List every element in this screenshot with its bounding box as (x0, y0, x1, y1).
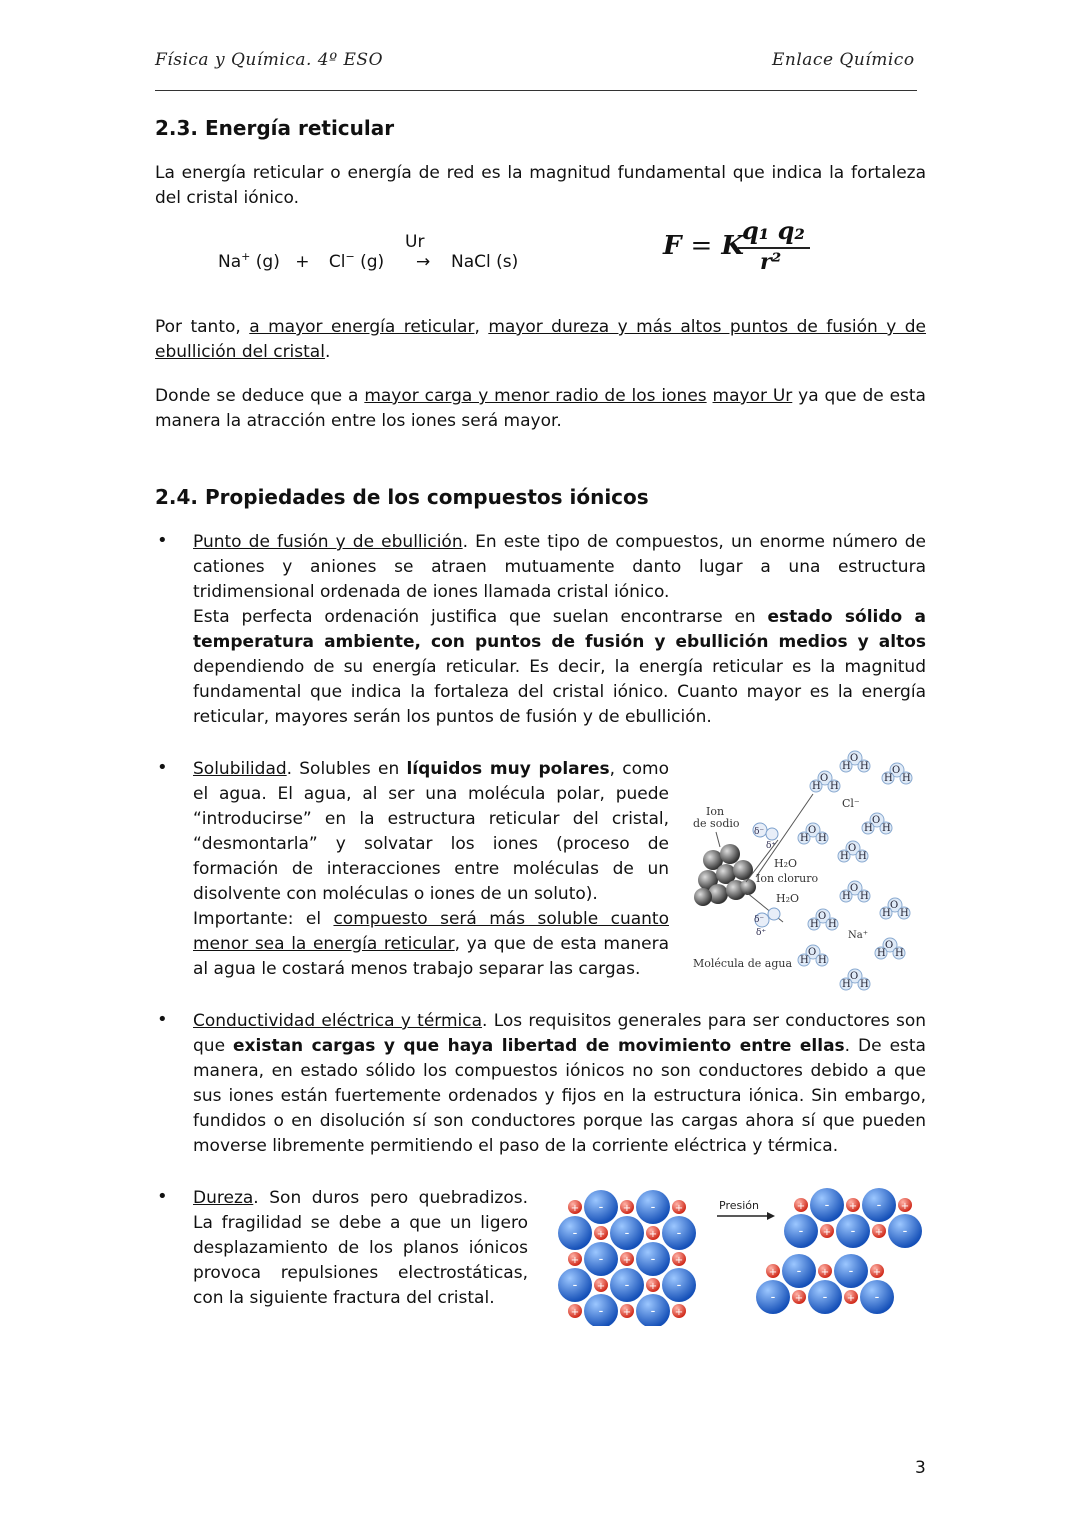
anion-sign: - (650, 1304, 656, 1319)
anion-sign: - (572, 1226, 578, 1241)
cation-sign: + (768, 1267, 778, 1278)
text: . (324, 342, 331, 362)
anion-sign: - (824, 1198, 830, 1213)
header-topic: Enlace Químico (772, 50, 915, 70)
label-ion: Ion (706, 805, 725, 818)
text-underlined: Punto de fusión y de ebullición (193, 532, 463, 552)
label-na-ion: Na⁺ (848, 930, 868, 941)
anion-sign: - (676, 1226, 682, 1241)
water-dipole-2 (754, 908, 780, 938)
header-subject: Física y Química. 4º ESO (155, 50, 384, 70)
svg-text:O: O (848, 843, 857, 854)
text: ya que de esta manera la atracción entre los iones será mayor. (155, 386, 926, 431)
anion-sign: - (676, 1278, 682, 1293)
equation-na-charge: + (241, 250, 251, 263)
text-underlined: mayor Ur (712, 386, 793, 406)
svg-text:O: O (850, 753, 859, 764)
cation-sign: + (596, 1229, 606, 1240)
anion-sign: - (902, 1224, 908, 1239)
svg-text:O: O (808, 825, 817, 836)
anion-sign: - (650, 1200, 656, 1215)
label-presion: Presión (719, 1199, 759, 1212)
cation-sign: + (648, 1281, 658, 1292)
anion-sign: - (650, 1252, 656, 1267)
svg-text:O: O (885, 940, 894, 951)
svg-text:H: H (900, 908, 909, 919)
svg-text:H: H (877, 948, 886, 959)
lattice-before (558, 1190, 696, 1326)
paragraph-deduction (155, 384, 926, 434)
text: dependiendo de su energía reticular. Es decir, la energía reticular es la magnitud fundamental que indica la fortaleza del cristal iónico. Cuanto mayor es la energía reticular, mayores serán los puntos de fusión y de ebullición. (193, 657, 926, 727)
cation-sign: + (674, 1203, 684, 1214)
svg-text:H: H (818, 833, 827, 844)
header-rule (155, 90, 917, 91)
bullet-3: • (157, 1009, 168, 1030)
bullet-1: • (157, 530, 168, 551)
cation-sign: + (648, 1229, 658, 1240)
svg-text:δ⁻: δ⁻ (754, 827, 765, 837)
svg-text:H: H (895, 948, 904, 959)
anion-sign: - (796, 1264, 802, 1279)
solvation-figure (688, 742, 928, 992)
svg-text:H: H (840, 851, 849, 862)
text: Donde se deduce que a (155, 386, 365, 406)
cation-sign: + (674, 1255, 684, 1266)
equation-arrow: → (416, 252, 431, 272)
equation-na: Na (218, 252, 242, 272)
formula-f: F (663, 231, 682, 261)
formula-denominator: r² (760, 249, 782, 275)
cation-sign: + (872, 1267, 882, 1278)
cation-sign: + (570, 1255, 580, 1266)
text: . En este tipo de compuestos, un enorme número de cationes y aniones se atraen mutuamente danto lugar a una estructura tridimensional ordenada de iones llamada cristal iónico. (193, 532, 926, 602)
cation-sign: + (622, 1307, 632, 1318)
text: Por tanto, (155, 317, 250, 337)
text: Importante: el (193, 909, 334, 929)
label-h2o: H₂O (774, 857, 798, 870)
formula-k: K (721, 231, 744, 261)
paragraph-conclusion (155, 315, 926, 365)
svg-text:H: H (812, 781, 821, 792)
svg-text:δ⁺: δ⁺ (756, 928, 767, 938)
leader-sodio (716, 832, 720, 847)
text: , como el agua. El agua, al ser una molécula polar, puede “introducirse” en la estructura reticular del cristal, “desmontarla” y solvatar los iones (proceso de formación de interacciones entre moléculas de un disolvente con moléculas o iones de un soluto). (193, 759, 669, 904)
svg-text:H: H (860, 891, 869, 902)
equation-na-state: (g) (255, 252, 280, 272)
cation-sign: + (622, 1203, 632, 1214)
equation-cl-charge: − (345, 250, 355, 263)
text: . Solubles en (286, 759, 407, 779)
svg-text:δ⁻: δ⁻ (754, 915, 765, 925)
equation-reactants (218, 252, 384, 272)
svg-text:H: H (860, 979, 869, 990)
anion-sign: - (598, 1304, 604, 1319)
formula-numerator: q₁ q₂ (742, 216, 805, 245)
pressure-arrow-head (767, 1212, 775, 1220)
svg-text:H: H (882, 908, 891, 919)
page-number: 3 (915, 1458, 926, 1478)
svg-text:H: H (858, 851, 867, 862)
anion-sign: - (874, 1290, 880, 1305)
water-dipole-1 (753, 823, 778, 851)
svg-text:H: H (800, 833, 809, 844)
equation-plus: + (295, 252, 310, 272)
water-molecules (798, 751, 912, 990)
label-de-sodio: de sodio (693, 817, 740, 830)
section-title-propiedades: 2.4. Propiedades de los compuestos iónicos (155, 485, 649, 509)
svg-text:H: H (842, 979, 851, 990)
anion-sign: - (598, 1200, 604, 1215)
anion-sign: - (770, 1290, 776, 1305)
cation-sign: + (822, 1227, 832, 1238)
bullet-conductividad (193, 1009, 926, 1159)
svg-text:H: H (860, 761, 869, 772)
text: , (474, 317, 489, 337)
anion-sign: - (572, 1278, 578, 1293)
svg-text:H: H (882, 823, 891, 834)
equation-ur-label: Ur (405, 232, 425, 252)
cation-sign: + (674, 1307, 684, 1318)
svg-text:H: H (800, 955, 809, 966)
cation-sign: + (796, 1201, 806, 1212)
svg-text:H: H (842, 891, 851, 902)
anion-sign: - (848, 1264, 854, 1279)
svg-text:H: H (830, 781, 839, 792)
cation-sign: + (622, 1255, 632, 1266)
svg-text:H: H (828, 919, 837, 930)
cation-sign: + (596, 1281, 606, 1292)
text: . Los requisitos generales para ser conductores son que (193, 1011, 926, 1056)
formula-equals: = (690, 231, 713, 261)
svg-text:O: O (850, 883, 859, 894)
svg-text:H: H (884, 773, 893, 784)
text: , ya que de esta manera al agua le costará menos trabajo separar las cargas. (193, 934, 669, 979)
equation-cl-state: (g) (360, 252, 385, 272)
cation-sign: + (846, 1293, 856, 1304)
lattice-fracture-figure (553, 1183, 933, 1326)
formula-lhs (663, 231, 744, 261)
anion-sign: - (624, 1278, 630, 1293)
crystal-cluster (694, 844, 756, 906)
bullet-fusion (193, 530, 926, 730)
text-bold: estado sólido a temperatura ambiente, con puntos de fusión y ebullición medios y altos (193, 607, 926, 652)
label-h2o-2: H₂O (776, 892, 800, 905)
label-ion-cloruro: Ion cloruro (756, 872, 819, 885)
svg-text:H: H (864, 823, 873, 834)
text: . De esta manera, en estado sólido los compuestos iónicos no son conductores debido a que sus iones están fuertemente ordenados y fijos en la estructura iónica. Sin embargo, fundidos o en disolución sí son conductores porque las cargas ahora sí que pueden moverse libremente permitiendo el paso de la corriente eléctrica y térmica. (193, 1036, 926, 1156)
svg-text:O: O (850, 971, 859, 982)
svg-text:H: H (902, 773, 911, 784)
lattice-after (756, 1188, 922, 1314)
svg-text:H: H (842, 761, 851, 772)
text-bold: líquidos muy polares (406, 759, 610, 779)
bullet-4: • (157, 1186, 168, 1207)
cation-sign: + (570, 1307, 580, 1318)
equation-product: NaCl (s) (451, 252, 519, 272)
svg-text:H: H (818, 955, 827, 966)
cation-sign: + (570, 1203, 580, 1214)
svg-text:O: O (892, 765, 901, 776)
text: . Son duros pero quebradizos. La fragilidad se debe a que un ligero desplazamiento de los planos iónicos provoca repulsiones electrostáticas, con la siguiente fractura del cristal. (193, 1188, 528, 1308)
cation-sign: + (794, 1293, 804, 1304)
svg-text:O: O (872, 815, 881, 826)
bullet-2: • (157, 757, 168, 778)
text-bold: existan cargas y que haya libertad de movimiento entre ellas (233, 1036, 845, 1056)
cation-sign: + (900, 1201, 910, 1212)
anion-sign: - (850, 1224, 856, 1239)
anion-sign: - (876, 1198, 882, 1213)
equation-cl: Cl (328, 252, 346, 272)
text-underlined: Solubilidad (193, 759, 287, 779)
text-underlined: compuesto será más soluble cuanto menor sea la energía reticular (193, 909, 669, 954)
anion-sign: - (624, 1226, 630, 1241)
anion-sign: - (598, 1252, 604, 1267)
svg-text:O: O (890, 900, 899, 911)
paragraph-intro: La energía reticular o energía de red es la magnitud fundamental que indica la fortaleza del cristal iónico. (155, 163, 926, 208)
svg-text:O: O (818, 911, 827, 922)
anion-sign: - (822, 1290, 828, 1305)
text-underlined: mayor dureza y más altos puntos de fusión y de ebullición del cristal (155, 317, 927, 362)
svg-text:O: O (820, 773, 829, 784)
label-cl-ion: Cl⁻ (842, 797, 860, 810)
cation-sign: + (820, 1267, 830, 1278)
svg-text:O: O (808, 947, 817, 958)
cation-sign: + (874, 1227, 884, 1238)
label-molecula-agua: Molécula de agua (693, 957, 793, 970)
anion-sign: - (798, 1224, 804, 1239)
text-underlined: mayor carga y menor radio de los iones (364, 386, 707, 406)
text: Esta perfecta ordenación justifica que suelan encontrarse en (193, 607, 768, 627)
section-title-energia-reticular: 2.3. Energía reticular (155, 116, 395, 140)
svg-text:δ⁺: δ⁺ (766, 841, 777, 851)
text-underlined: Dureza (193, 1188, 254, 1208)
bullet-solubilidad (193, 757, 669, 982)
cation-sign: + (848, 1201, 858, 1212)
text-underlined: a mayor energía reticular (249, 317, 475, 337)
text-underlined: Conductividad eléctrica y térmica (193, 1011, 483, 1031)
svg-text:H: H (810, 919, 819, 930)
bullet-dureza (193, 1186, 528, 1311)
